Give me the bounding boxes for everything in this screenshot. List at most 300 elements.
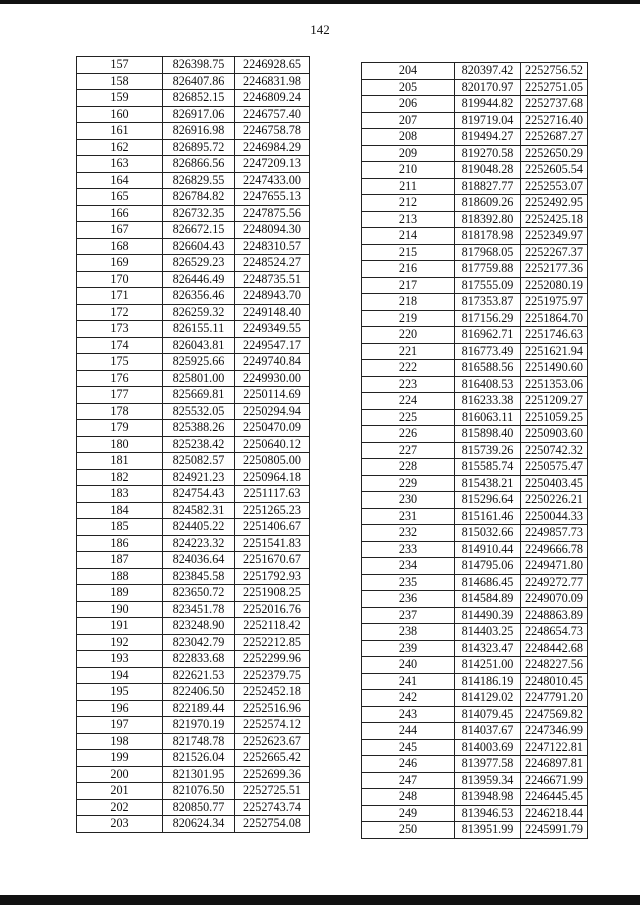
point-number: 238 (362, 624, 455, 641)
table-row (362, 624, 588, 641)
table-row (362, 343, 588, 360)
table-row (362, 360, 588, 377)
table-row (362, 244, 588, 261)
point-number: 213 (362, 211, 455, 228)
table-row (362, 129, 588, 146)
point-number: 195 (77, 684, 163, 701)
table-row (77, 123, 310, 140)
table-row (362, 640, 588, 657)
y-coordinate: 2249349.55 (235, 321, 310, 338)
x-coordinate: 822406.50 (163, 684, 235, 701)
y-coordinate: 2250403.45 (521, 475, 588, 492)
point-number: 190 (77, 601, 163, 618)
y-coordinate: 2251792.93 (235, 568, 310, 585)
point-number: 209 (362, 145, 455, 162)
x-coordinate: 814129.02 (455, 690, 521, 707)
table-row (362, 475, 588, 492)
point-number: 206 (362, 96, 455, 113)
table-row (77, 816, 310, 833)
x-coordinate: 814079.45 (455, 706, 521, 723)
y-coordinate: 2246445.45 (521, 789, 588, 806)
table-row (362, 211, 588, 228)
y-coordinate: 2246984.29 (235, 139, 310, 156)
table-row (362, 492, 588, 509)
table-row (362, 261, 588, 278)
point-number: 244 (362, 723, 455, 740)
x-coordinate: 819719.04 (455, 112, 521, 129)
point-number: 168 (77, 238, 163, 255)
y-coordinate: 2251621.94 (521, 343, 588, 360)
point-number: 224 (362, 393, 455, 410)
x-coordinate: 816962.71 (455, 327, 521, 344)
table-row (77, 156, 310, 173)
x-coordinate: 823650.72 (163, 585, 235, 602)
point-number: 217 (362, 277, 455, 294)
x-coordinate: 817555.09 (455, 277, 521, 294)
x-coordinate: 813948.98 (455, 789, 521, 806)
y-coordinate: 2248310.57 (235, 238, 310, 255)
y-coordinate: 2245991.79 (521, 822, 588, 839)
table-row (362, 574, 588, 591)
point-number: 210 (362, 162, 455, 179)
y-coordinate: 2247433.00 (235, 172, 310, 189)
x-coordinate: 823042.79 (163, 634, 235, 651)
y-coordinate: 2252623.67 (235, 733, 310, 750)
table-row (77, 238, 310, 255)
point-number: 205 (362, 79, 455, 96)
x-coordinate: 826852.15 (163, 90, 235, 107)
table-row (362, 178, 588, 195)
y-coordinate: 2252080.19 (521, 277, 588, 294)
x-coordinate: 814186.19 (455, 673, 521, 690)
table-row (77, 387, 310, 404)
table-row (77, 585, 310, 602)
table-row (77, 222, 310, 239)
x-coordinate: 817156.29 (455, 310, 521, 327)
y-coordinate: 2246758.78 (235, 123, 310, 140)
x-coordinate: 826895.72 (163, 139, 235, 156)
point-number: 220 (362, 327, 455, 344)
table-row (77, 321, 310, 338)
x-coordinate: 817759.88 (455, 261, 521, 278)
x-coordinate: 826259.32 (163, 304, 235, 321)
x-coordinate: 823845.58 (163, 568, 235, 585)
y-coordinate: 2251908.25 (235, 585, 310, 602)
y-coordinate: 2252177.36 (521, 261, 588, 278)
table-row (362, 756, 588, 773)
point-number: 191 (77, 618, 163, 635)
x-coordinate: 814795.06 (455, 558, 521, 575)
x-coordinate: 821301.95 (163, 766, 235, 783)
table-row (362, 607, 588, 624)
x-coordinate: 826829.55 (163, 172, 235, 189)
y-coordinate: 2247209.13 (235, 156, 310, 173)
x-coordinate: 815438.21 (455, 475, 521, 492)
table-row (77, 634, 310, 651)
x-coordinate: 815032.66 (455, 525, 521, 542)
y-coordinate: 2249070.09 (521, 591, 588, 608)
table-row (362, 459, 588, 476)
table-row (77, 453, 310, 470)
table-row (77, 370, 310, 387)
x-coordinate: 825238.42 (163, 436, 235, 453)
table-row (77, 271, 310, 288)
y-coordinate: 2252553.07 (521, 178, 588, 195)
y-coordinate: 2250903.60 (521, 426, 588, 443)
point-number: 211 (362, 178, 455, 195)
y-coordinate: 2252212.85 (235, 634, 310, 651)
point-number: 212 (362, 195, 455, 212)
table-row (362, 96, 588, 113)
y-coordinate: 2247655.13 (235, 189, 310, 206)
y-coordinate: 2252665.42 (235, 750, 310, 767)
x-coordinate: 816063.11 (455, 409, 521, 426)
table-row (77, 568, 310, 585)
point-number: 202 (77, 799, 163, 816)
point-number: 222 (362, 360, 455, 377)
y-coordinate: 2248010.45 (521, 673, 588, 690)
x-coordinate: 816588.56 (455, 360, 521, 377)
x-coordinate: 826446.49 (163, 271, 235, 288)
table-row (362, 789, 588, 806)
point-number: 245 (362, 739, 455, 756)
table-row (77, 799, 310, 816)
table-row (362, 79, 588, 96)
point-number: 163 (77, 156, 163, 173)
point-number: 237 (362, 607, 455, 624)
y-coordinate: 2251541.83 (235, 535, 310, 552)
x-coordinate: 815585.74 (455, 459, 521, 476)
y-coordinate: 2247875.56 (235, 205, 310, 222)
y-coordinate: 2250742.32 (521, 442, 588, 459)
x-coordinate: 826917.06 (163, 106, 235, 123)
y-coordinate: 2251059.25 (521, 409, 588, 426)
point-number: 208 (362, 129, 455, 146)
table-row (77, 700, 310, 717)
table-row (77, 189, 310, 206)
x-coordinate: 815898.40 (455, 426, 521, 443)
x-coordinate: 814323.47 (455, 640, 521, 657)
point-number: 175 (77, 354, 163, 371)
x-coordinate: 819270.58 (455, 145, 521, 162)
point-number: 203 (77, 816, 163, 833)
y-coordinate: 2250805.00 (235, 453, 310, 470)
point-number: 182 (77, 469, 163, 486)
x-coordinate: 825925.66 (163, 354, 235, 371)
point-number: 189 (77, 585, 163, 602)
y-coordinate: 2246671.99 (521, 772, 588, 789)
point-number: 235 (362, 574, 455, 591)
y-coordinate: 2249148.40 (235, 304, 310, 321)
table-row (362, 294, 588, 311)
y-coordinate: 2250470.09 (235, 420, 310, 437)
x-coordinate: 826398.75 (163, 57, 235, 74)
y-coordinate: 2251117.63 (235, 486, 310, 503)
y-coordinate: 2251746.63 (521, 327, 588, 344)
x-coordinate: 825532.05 (163, 403, 235, 420)
x-coordinate: 824036.64 (163, 552, 235, 569)
table-row (362, 706, 588, 723)
y-coordinate: 2252267.37 (521, 244, 588, 261)
y-coordinate: 2246897.81 (521, 756, 588, 773)
point-number: 221 (362, 343, 455, 360)
x-coordinate: 825669.81 (163, 387, 235, 404)
y-coordinate: 2249857.73 (521, 525, 588, 542)
point-number: 173 (77, 321, 163, 338)
point-number: 243 (362, 706, 455, 723)
point-number: 158 (77, 73, 163, 90)
point-number: 180 (77, 436, 163, 453)
y-coordinate: 2249930.00 (235, 370, 310, 387)
x-coordinate: 820397.42 (455, 63, 521, 80)
table-row (77, 552, 310, 569)
x-coordinate: 825388.26 (163, 420, 235, 437)
table-row (362, 525, 588, 542)
table-row (77, 519, 310, 536)
table-row (362, 310, 588, 327)
x-coordinate: 826043.81 (163, 337, 235, 354)
y-coordinate: 2246218.44 (521, 805, 588, 822)
point-number: 239 (362, 640, 455, 657)
x-coordinate: 813959.34 (455, 772, 521, 789)
table-row (362, 409, 588, 426)
y-coordinate: 2252743.74 (235, 799, 310, 816)
table-row (77, 535, 310, 552)
table-row (77, 205, 310, 222)
x-coordinate: 814490.39 (455, 607, 521, 624)
x-coordinate: 814037.67 (455, 723, 521, 740)
point-number: 250 (362, 822, 455, 839)
page-number: 142 (310, 22, 330, 37)
y-coordinate: 2249272.77 (521, 574, 588, 591)
x-coordinate: 826784.82 (163, 189, 235, 206)
y-coordinate: 2248943.70 (235, 288, 310, 305)
point-number: 176 (77, 370, 163, 387)
point-number: 233 (362, 541, 455, 558)
point-number: 157 (77, 57, 163, 74)
x-coordinate: 823451.78 (163, 601, 235, 618)
y-coordinate: 2247791.20 (521, 690, 588, 707)
table-row (362, 162, 588, 179)
table-row (77, 337, 310, 354)
y-coordinate: 2251406.67 (235, 519, 310, 536)
table-row (77, 601, 310, 618)
table-row (362, 112, 588, 129)
point-number: 207 (362, 112, 455, 129)
x-coordinate: 821970.19 (163, 717, 235, 734)
point-number: 200 (77, 766, 163, 783)
x-coordinate: 818392.80 (455, 211, 521, 228)
point-number: 199 (77, 750, 163, 767)
x-coordinate: 819944.82 (455, 96, 521, 113)
point-number: 246 (362, 756, 455, 773)
point-number: 234 (362, 558, 455, 575)
y-coordinate: 2249547.17 (235, 337, 310, 354)
point-number: 219 (362, 310, 455, 327)
point-number: 181 (77, 453, 163, 470)
table-row (77, 684, 310, 701)
y-coordinate: 2251265.23 (235, 502, 310, 519)
x-coordinate: 814403.25 (455, 624, 521, 641)
y-coordinate: 2250964.18 (235, 469, 310, 486)
point-number: 169 (77, 255, 163, 272)
x-coordinate: 822189.44 (163, 700, 235, 717)
y-coordinate: 2251975.97 (521, 294, 588, 311)
point-number: 185 (77, 519, 163, 536)
x-coordinate: 813946.53 (455, 805, 521, 822)
x-coordinate: 823248.90 (163, 618, 235, 635)
y-coordinate: 2252754.08 (235, 816, 310, 833)
y-coordinate: 2251670.67 (235, 552, 310, 569)
point-number: 228 (362, 459, 455, 476)
table-row (77, 667, 310, 684)
table-row (77, 469, 310, 486)
table-row (362, 739, 588, 756)
y-coordinate: 2252349.97 (521, 228, 588, 245)
point-number: 167 (77, 222, 163, 239)
x-coordinate: 826866.56 (163, 156, 235, 173)
x-coordinate: 821526.04 (163, 750, 235, 767)
point-number: 184 (77, 502, 163, 519)
x-coordinate: 826732.35 (163, 205, 235, 222)
x-coordinate: 819048.28 (455, 162, 521, 179)
x-coordinate: 821076.50 (163, 783, 235, 800)
table-row (362, 690, 588, 707)
point-number: 172 (77, 304, 163, 321)
x-coordinate: 824223.32 (163, 535, 235, 552)
x-coordinate: 822833.68 (163, 651, 235, 668)
point-number: 230 (362, 492, 455, 509)
point-number: 247 (362, 772, 455, 789)
point-number: 218 (362, 294, 455, 311)
y-coordinate: 2252299.96 (235, 651, 310, 668)
x-coordinate: 817353.87 (455, 294, 521, 311)
y-coordinate: 2252492.95 (521, 195, 588, 212)
y-coordinate: 2252687.27 (521, 129, 588, 146)
x-coordinate: 826356.46 (163, 288, 235, 305)
y-coordinate: 2247122.81 (521, 739, 588, 756)
point-number: 227 (362, 442, 455, 459)
x-coordinate: 814686.45 (455, 574, 521, 591)
y-coordinate: 2250226.21 (521, 492, 588, 509)
point-number: 186 (77, 535, 163, 552)
table-row (77, 354, 310, 371)
table-row (77, 766, 310, 783)
x-coordinate: 824582.31 (163, 502, 235, 519)
table-row (77, 304, 310, 321)
table-row (362, 145, 588, 162)
table-row (362, 805, 588, 822)
table-row (77, 403, 310, 420)
table-row (362, 772, 588, 789)
y-coordinate: 2246809.24 (235, 90, 310, 107)
y-coordinate: 2250114.69 (235, 387, 310, 404)
point-number: 242 (362, 690, 455, 707)
point-number: 193 (77, 651, 163, 668)
y-coordinate: 2246757.40 (235, 106, 310, 123)
y-coordinate: 2252716.40 (521, 112, 588, 129)
point-number: 188 (77, 568, 163, 585)
y-coordinate: 2248442.68 (521, 640, 588, 657)
point-number: 166 (77, 205, 163, 222)
y-coordinate: 2252699.36 (235, 766, 310, 783)
table-row (77, 139, 310, 156)
table-row (77, 436, 310, 453)
y-coordinate: 2251490.60 (521, 360, 588, 377)
coordinates-table-right (361, 62, 588, 839)
x-coordinate: 825082.57 (163, 453, 235, 470)
table-row (77, 90, 310, 107)
table-row (77, 502, 310, 519)
point-number: 179 (77, 420, 163, 437)
scan-edge-top (0, 0, 640, 4)
point-number: 241 (362, 673, 455, 690)
x-coordinate: 814003.69 (455, 739, 521, 756)
y-coordinate: 2252516.96 (235, 700, 310, 717)
table-row (77, 73, 310, 90)
x-coordinate: 820850.77 (163, 799, 235, 816)
y-coordinate: 2251353.06 (521, 376, 588, 393)
table-row (77, 57, 310, 74)
point-number: 196 (77, 700, 163, 717)
table-row (362, 673, 588, 690)
y-coordinate: 2248227.56 (521, 657, 588, 674)
table-row (362, 508, 588, 525)
x-coordinate: 824921.23 (163, 469, 235, 486)
point-number: 236 (362, 591, 455, 608)
point-number: 197 (77, 717, 163, 734)
x-coordinate: 825801.00 (163, 370, 235, 387)
table-row (77, 420, 310, 437)
y-coordinate: 2252756.52 (521, 63, 588, 80)
point-number: 216 (362, 261, 455, 278)
y-coordinate: 2252751.05 (521, 79, 588, 96)
x-coordinate: 818827.77 (455, 178, 521, 195)
y-coordinate: 2252605.54 (521, 162, 588, 179)
point-number: 187 (77, 552, 163, 569)
table-row (77, 651, 310, 668)
point-number: 225 (362, 409, 455, 426)
y-coordinate: 2252016.76 (235, 601, 310, 618)
point-number: 161 (77, 123, 163, 140)
point-number: 170 (77, 271, 163, 288)
point-number: 177 (77, 387, 163, 404)
x-coordinate: 816773.49 (455, 343, 521, 360)
table-row (362, 591, 588, 608)
point-number: 159 (77, 90, 163, 107)
table-row (362, 376, 588, 393)
table-row (362, 393, 588, 410)
y-coordinate: 2252725.51 (235, 783, 310, 800)
table-row (77, 486, 310, 503)
x-coordinate: 816233.38 (455, 393, 521, 410)
x-coordinate: 826672.15 (163, 222, 235, 239)
point-number: 201 (77, 783, 163, 800)
y-coordinate: 2249740.84 (235, 354, 310, 371)
table-row (77, 783, 310, 800)
point-number: 174 (77, 337, 163, 354)
y-coordinate: 2246831.98 (235, 73, 310, 90)
point-number: 198 (77, 733, 163, 750)
table-row (77, 733, 310, 750)
y-coordinate: 2249471.80 (521, 558, 588, 575)
y-coordinate: 2248094.30 (235, 222, 310, 239)
table-row (362, 723, 588, 740)
table-row (77, 288, 310, 305)
y-coordinate: 2251864.70 (521, 310, 588, 327)
x-coordinate: 816408.53 (455, 376, 521, 393)
point-number: 160 (77, 106, 163, 123)
